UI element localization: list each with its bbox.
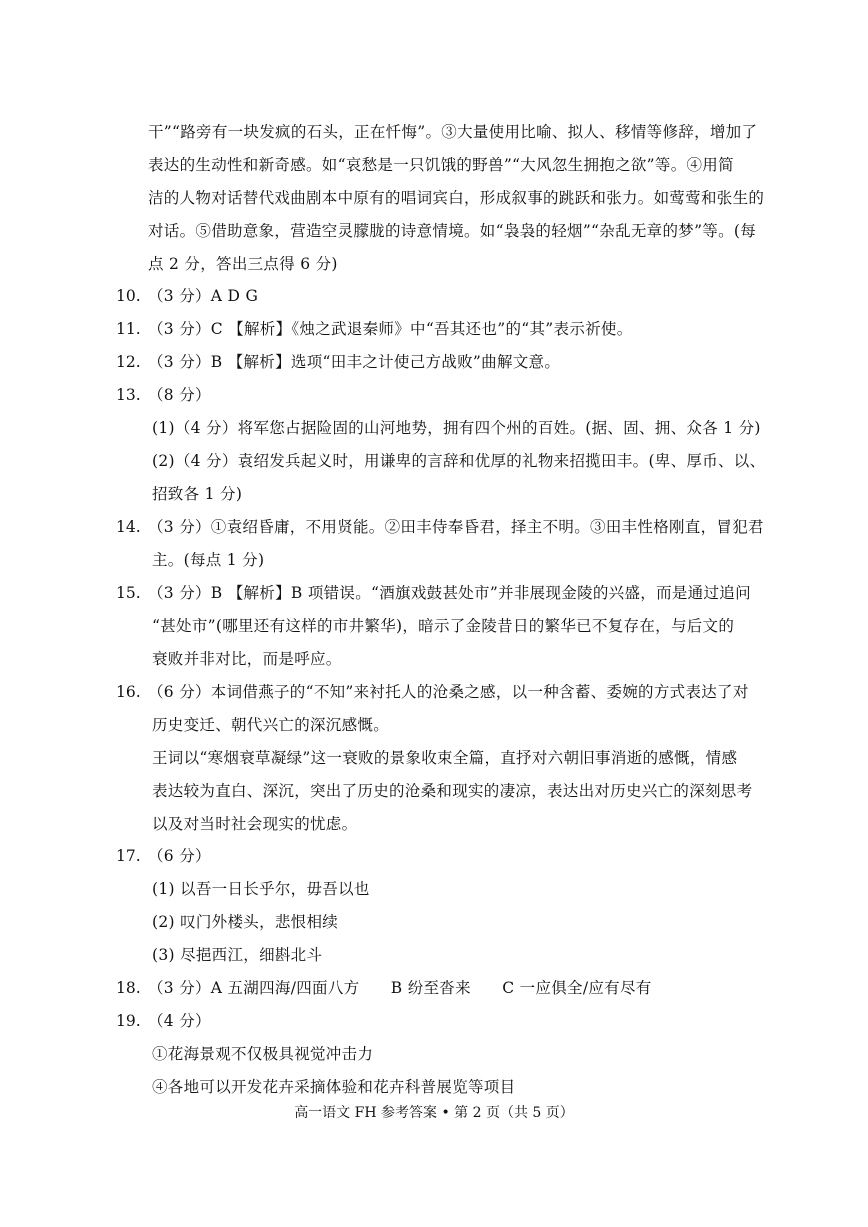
q10-answer: （3 分）A D G	[148, 287, 259, 305]
q9-line-4: 对话。⑤借助意象，营造空灵朦胧的诗意情境。如“袅袅的轻烟”“杂乱无章的梦”等。(每	[148, 222, 757, 240]
q9-line-2: 表达的生动性和新奇感。如“哀愁是一只饥饿的野兽”“大风忽生拥抱之欲”等。④用简	[148, 156, 734, 174]
q19-score: （4 分）	[148, 1012, 211, 1030]
q17-sub-3: (3) 尽挹西江，细斟北斗	[152, 946, 323, 964]
q13-number: 13.	[116, 386, 141, 404]
q15-line-1: （3 分）B 【解析】B 项错误。“酒旗戏鼓甚处市”并非展现金陵的兴盛，而是通过追问	[148, 584, 751, 602]
q19-number: 19.	[116, 1012, 141, 1030]
q16-line-1: （6 分）本词借燕子的“不知”来衬托人的沧桑之感，以一种含蓄、委婉的方式表达了对	[148, 683, 749, 701]
q10-number: 10.	[116, 287, 141, 305]
q11-number: 11.	[116, 320, 141, 338]
q17-sub-1: (1) 以吾一日长乎尔，毋吾以也	[152, 880, 370, 898]
q13-sub-2: (2)（4 分）袁绍发兵起义时，用谦卑的言辞和优厚的礼物来招揽田丰。(卑、厚币、以、	[152, 452, 766, 470]
q9-line-5: 点 2 分，答出三点得 6 分)	[148, 255, 338, 273]
q14-number: 14.	[116, 518, 141, 536]
q18-answer: （3 分）A 五湖四海/四面八方 B 纷至沓来 C 一应俱全/应有尽有	[148, 979, 652, 997]
q13-sub-2-cont: 招致各 1 分)	[152, 485, 243, 503]
q18-number: 18.	[116, 979, 141, 997]
q9-line-3: 洁的人物对话替代戏曲剧本中原有的唱词宾白，形成叙事的跳跃和张力。如莺莺和张生的	[148, 189, 765, 207]
page-footer: 高一语文 FH 参考答案 • 第 2 页（共 5 页）	[294, 1105, 574, 1121]
q16-line-5: 以及对当时社会现实的忧虑。	[152, 815, 358, 833]
q14-line-1: （3 分）①袁绍昏庸，不用贤能。②田丰侍奉昏君，择主不明。③田丰性格刚直，冒犯君	[148, 518, 764, 536]
q14-line-2: 主。(每点 1 分)	[152, 551, 265, 569]
q15-number: 15.	[116, 584, 141, 602]
q12-answer: （3 分）B 【解析】选项“田丰之计使己方战败”曲解文意。	[148, 353, 561, 371]
q19-sub-1: ①花海景观不仅极具视觉冲击力	[152, 1045, 374, 1063]
q17-number: 17.	[116, 847, 141, 865]
q15-line-3: 衰败并非对比，而是呼应。	[152, 650, 342, 668]
q13-sub-1: (1)（4 分）将军您占据险固的山河地势，拥有四个州的百姓。(据、固、拥、众各 1 分)	[152, 419, 761, 437]
q13-score: （8 分）	[148, 386, 211, 404]
q16-line-4: 表达较为直白、深沉，突出了历史的沧桑和现实的凄凉，表达出对历史兴亡的深刻思考	[152, 782, 753, 800]
q15-line-2: “甚处市”(哪里还有这样的市井繁华)，暗示了金陵昔日的繁华已不复存在，与后文的	[152, 617, 735, 635]
q16-line-2: 历史变迁、朝代兴亡的深沉感慨。	[152, 716, 390, 734]
q16-line-3: 王词以“寒烟衰草凝绿”这一衰败的景象收束全篇，直抒对六朝旧事消逝的感慨，情感	[152, 749, 738, 767]
q9-line-1: 干”“路旁有一块发疯的石头，正在忏悔”。③大量使用比喻、拟人、移情等修辞，增加了	[148, 123, 758, 141]
q19-sub-2: ④各地可以开发花卉采摘体验和花卉科普展览等项目	[152, 1078, 516, 1096]
q17-sub-2: (2) 叹门外楼头，悲恨相续	[152, 913, 339, 931]
q11-answer: （3 分）C 【解析】《烛之武退秦师》中“吾其还也”的“其”表示祈使。	[148, 320, 633, 338]
q12-number: 12.	[116, 353, 141, 371]
q16-number: 16.	[116, 683, 141, 701]
q17-score: （6 分）	[148, 847, 211, 865]
